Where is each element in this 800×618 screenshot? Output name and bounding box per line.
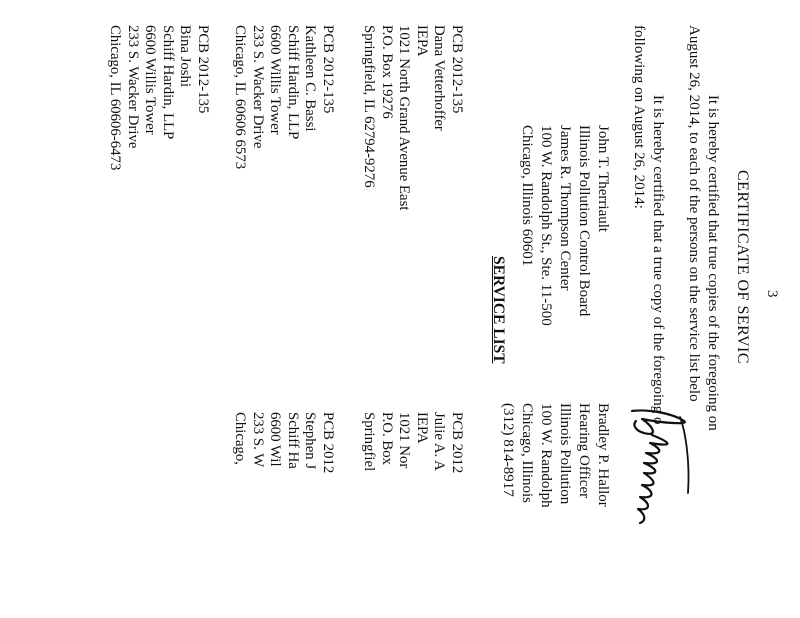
entry-line: P.O. Box 19276 bbox=[379, 25, 395, 119]
entry-line: PCB 2012 bbox=[320, 412, 336, 474]
entry-line: PCB 2012 bbox=[449, 412, 465, 474]
entry-line: Schiff Hardin, LLP bbox=[160, 25, 176, 140]
address-line: James R. Thompson Center bbox=[557, 125, 573, 291]
entry-line: 233 S. Wacker Drive bbox=[250, 25, 266, 149]
entry-line: Springfield, IL 62794-9276 bbox=[361, 25, 378, 188]
entry-line: Dana Vetterhoffer bbox=[431, 25, 448, 131]
paragraph-line: August 26, 2014, to each of the persons on the service list belo bbox=[686, 25, 702, 402]
page-number: 3 bbox=[764, 290, 780, 298]
document-title: CERTIFICATE OF SERVIC bbox=[734, 170, 751, 365]
service-entry bbox=[231, 25, 336, 169]
handwritten-signature bbox=[612, 403, 702, 533]
entry-line: PCB 2012-135 bbox=[449, 25, 465, 114]
entry-line: PCB 2012-135 bbox=[320, 25, 336, 114]
officer-line: Illinois Pollution bbox=[557, 403, 573, 505]
entry-line: 6600 Willis Tower bbox=[267, 25, 284, 135]
officer-line: Chicago, Illinois bbox=[519, 403, 535, 503]
entry-line: 233 S. W bbox=[250, 412, 266, 468]
address-line: Illinois Pollution Control Board bbox=[576, 125, 592, 317]
service-entry bbox=[106, 25, 211, 170]
entry-line: 233 S. Wacker Drive bbox=[125, 25, 141, 149]
entry-line: Kathleen C. Bassi bbox=[302, 25, 319, 132]
entry-line: 6600 Willis Tower bbox=[142, 25, 159, 135]
entry-line: PCB 2012-135 bbox=[195, 25, 211, 114]
paragraph-line: It is hereby certified that true copies of the foregoing on bbox=[705, 95, 721, 431]
officer-line: 100 W. Randolph bbox=[538, 403, 554, 508]
entry-line: Chicago, bbox=[232, 412, 249, 466]
entry-line: P.O. Box bbox=[379, 412, 395, 466]
entry-line: Bina Joshi bbox=[177, 25, 194, 88]
entry-line: 6600 Wil bbox=[267, 412, 284, 467]
entry-line: IEPA bbox=[414, 25, 430, 57]
entry-line: Schiff Hardin, LLP bbox=[285, 25, 301, 140]
paragraph-line: It is hereby certified that a true copy of the foregoing o bbox=[650, 95, 666, 425]
address-line: John T. Therriault bbox=[595, 125, 611, 233]
service-entry bbox=[360, 25, 465, 210]
address-line: 100 W. Randolph St., Ste. 11-500 bbox=[538, 125, 554, 326]
certification-paragraph-2 bbox=[629, 25, 667, 425]
officer-line: (312) 814-8917 bbox=[500, 403, 516, 497]
service-entry bbox=[231, 412, 336, 473]
entry-line: Chicago, IL 60606-6473 bbox=[107, 25, 124, 171]
service-entry bbox=[360, 412, 465, 473]
entry-line: Schiff Ha bbox=[285, 412, 301, 469]
address-line: Chicago, Illinois 60601 bbox=[519, 125, 535, 267]
entry-line: IEPA bbox=[414, 412, 430, 444]
service-list-heading: SERVICE LIST bbox=[490, 256, 507, 364]
entry-line: Chicago, IL 60606 6573 bbox=[232, 25, 249, 170]
entry-line: Stephen J bbox=[302, 412, 319, 470]
officer-line: Hearing Officer bbox=[576, 403, 592, 499]
paragraph-line: following on August 26, 2014: bbox=[631, 25, 647, 209]
board-address bbox=[517, 125, 612, 326]
entry-line: 1021 Nor bbox=[396, 412, 413, 469]
entry-line: 1021 North Grand Avenue East bbox=[396, 25, 413, 211]
officer-line: Bradley P. Hallor bbox=[595, 403, 611, 507]
entry-line: Julie A. A bbox=[431, 412, 448, 471]
hearing-officer-block bbox=[498, 403, 612, 508]
certification-paragraph-1 bbox=[684, 25, 722, 431]
entry-line: Springfiel bbox=[361, 412, 378, 472]
